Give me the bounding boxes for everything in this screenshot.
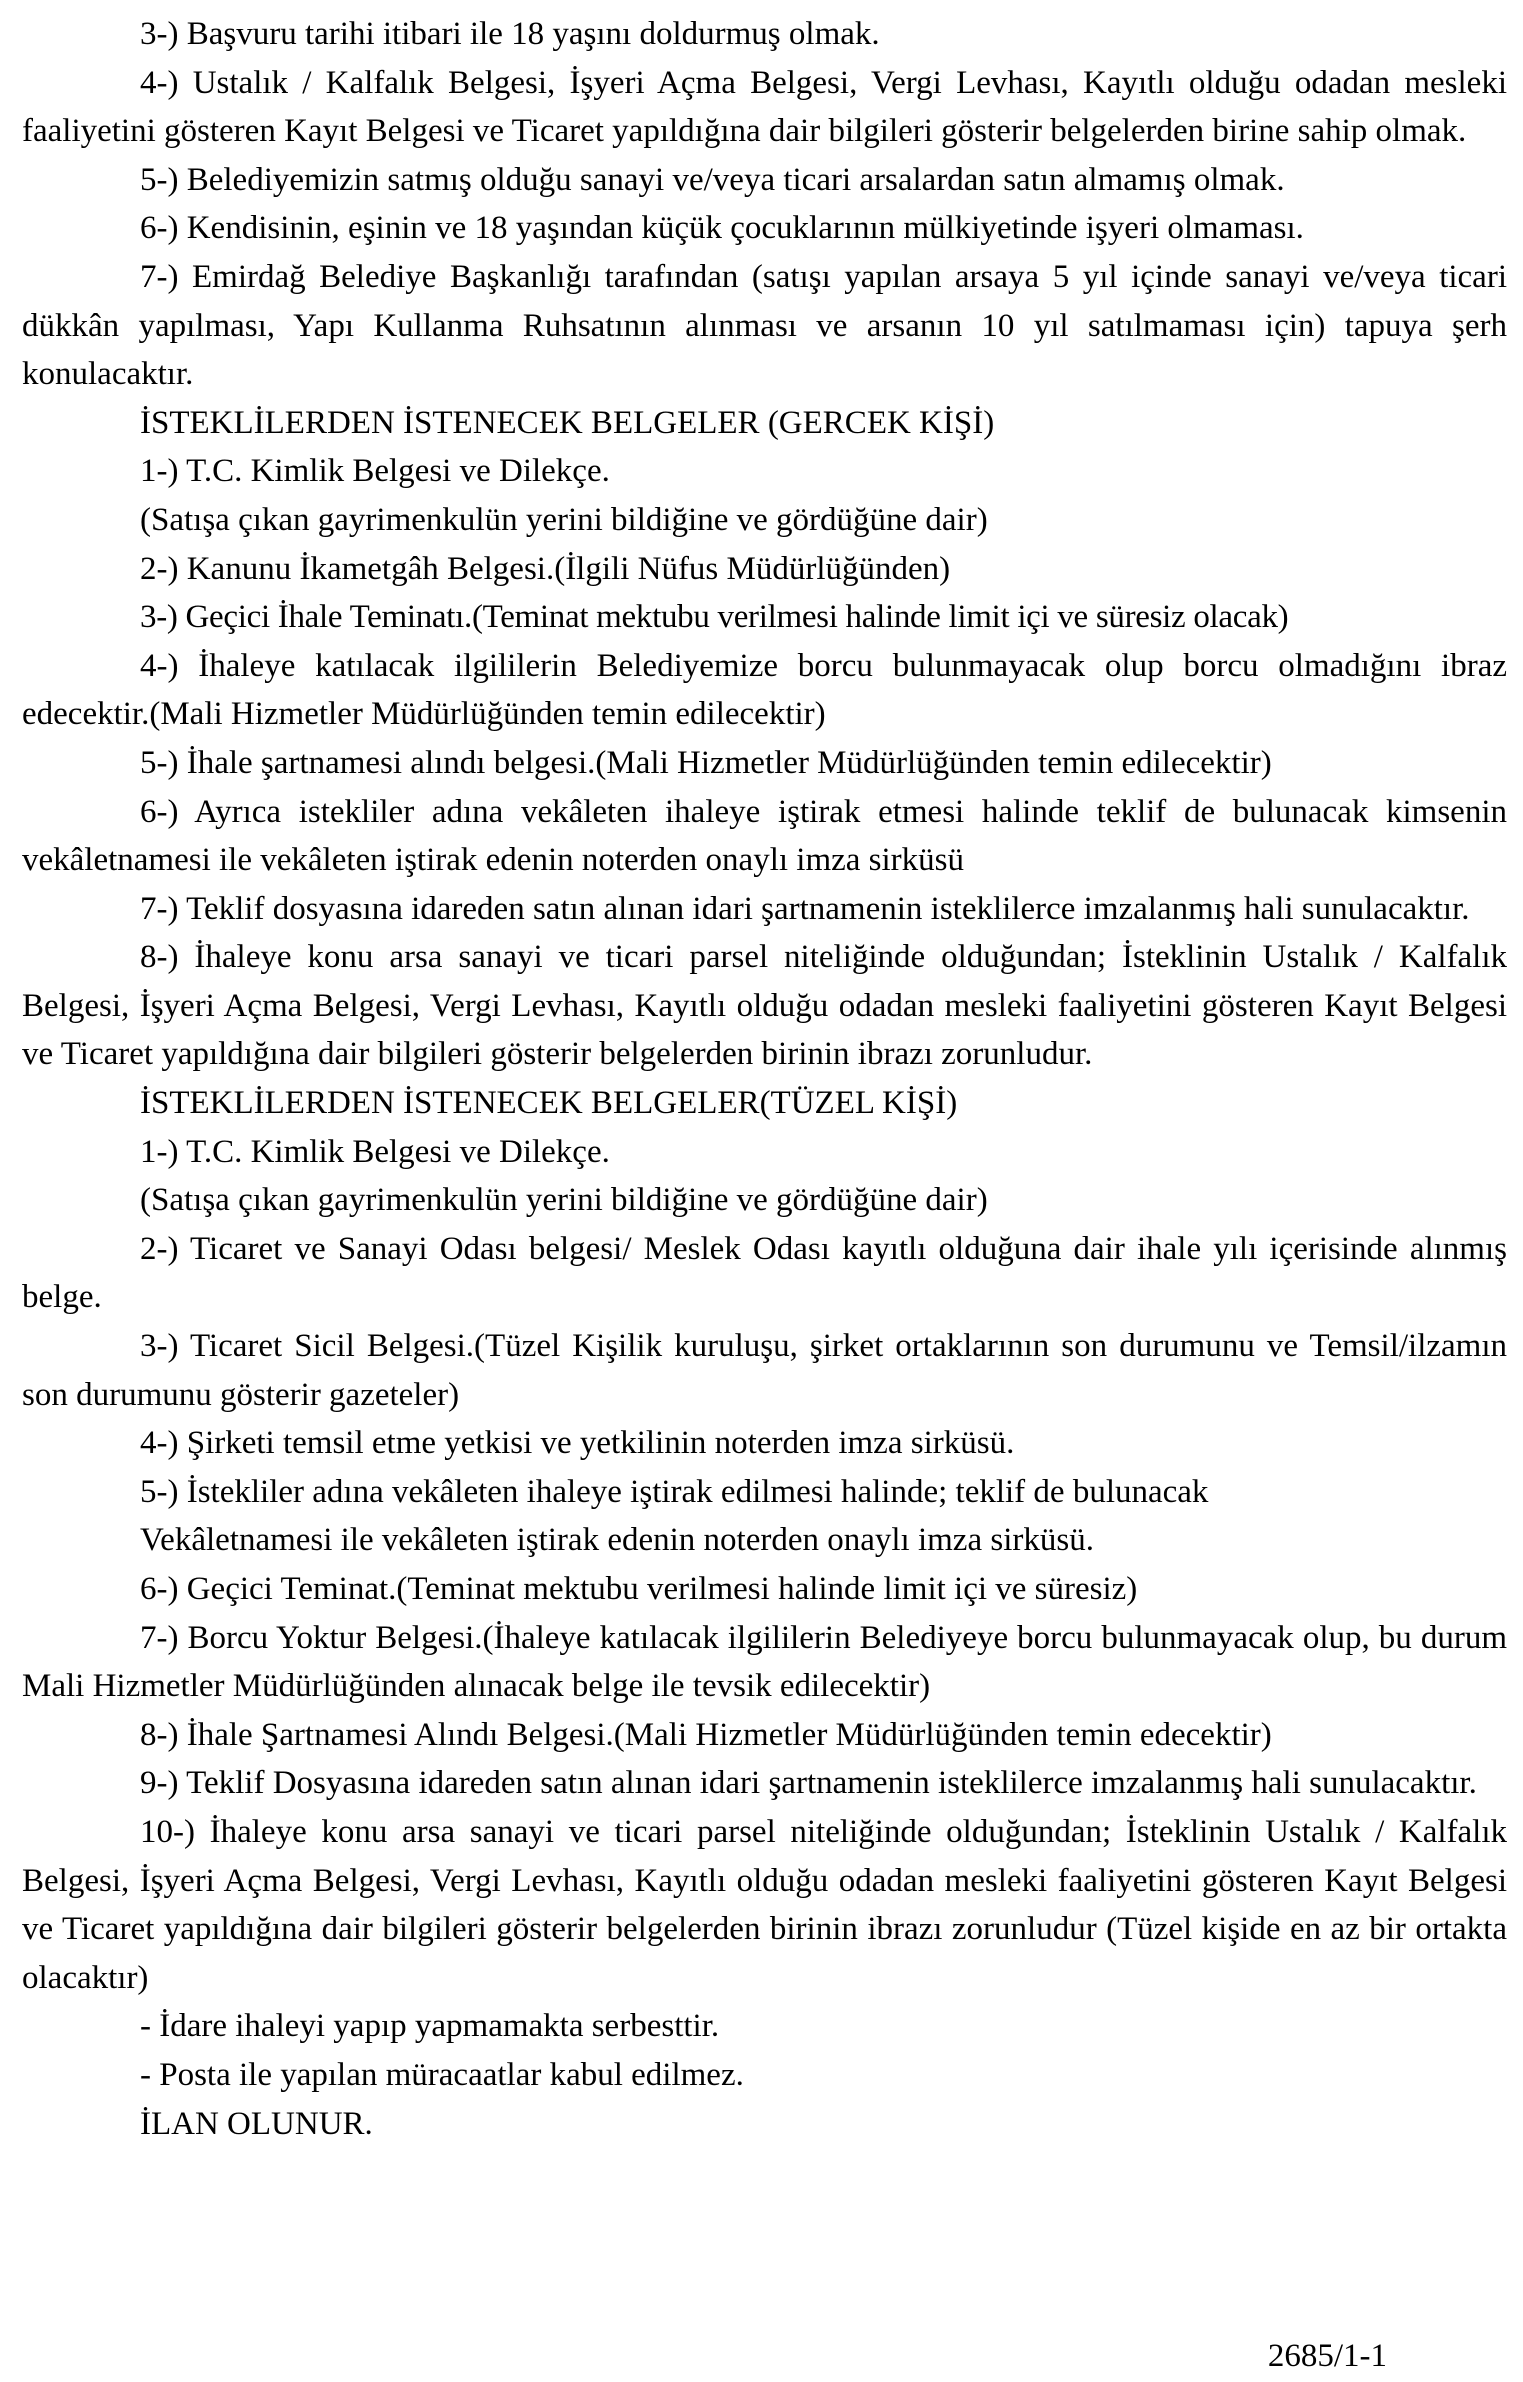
legal-entity-doc-4: 4-) Şirketi temsil etme yetkisi ve yetkilinin noterden imza sirküsü. [140, 1425, 1015, 1462]
real-person-doc-7: 7-) Teklif dosyasına idareden satın alınan idari şartnamenin isteklilerce imzalanmış hali sunulacaktır. [140, 890, 1470, 927]
footer-reference-code: 2685/1-1 [1267, 2338, 1387, 2374]
legal-entity-doc-5: 5-) İstekliler adına vekâleten ihaleye iştirak edilmesi halinde; teklif de bulunacak [140, 1473, 1209, 1510]
legal-entity-doc-10: 10-) İhaleye konu arsa sanayi ve ticari parsel niteliğinde olduğundan; İsteklinin Ustalık / Kalfalık Belgesi, İşyeri Açma Belgesi, Vergi Levhası, Kayıtlı olduğu odadan mesleki faaliyetini gösteren Kayıt Belgesi ve Ticaret yapıldığına dair bilgileri gösterir belgelerden birinin ibrazı zorunludur (Tüzel kişide en az bir ortakta olacaktır) [22, 1813, 1507, 1996]
paragraph-item-7: 7-) Emirdağ Belediye Başkanlığı tarafından (satışı yapılan arsaya 5 yıl içinde sanayi ve/veya ticari dükkân yapılması, Yapı Kullanma Ruhsatının alınması ve arsanın 10 yıl satılmaması için) tapuya şerh konulacaktır. [22, 258, 1507, 393]
real-person-doc-2: 2-) Kanunu İkametgâh Belgesi.(İlgili Nüfus Müdürlüğünden) [140, 550, 951, 587]
paragraph-item-3: 3-) Başvuru tarihi itibari ile 18 yaşını doldurmuş olmak. [140, 16, 880, 52]
paragraph-item-4: 4-) Ustalık / Kalfalık Belgesi, İşyeri Açma Belgesi, Vergi Levhası, Kayıtlı olduğu odadan mesleki faaliyetini gösteren Kayıt Belgesi ve Ticaret yapıldığına dair bilgileri gösterir belgelerden birine sahip olmak. [22, 64, 1507, 150]
legal-entity-doc-9: 9-) Teklif Dosyasına idareden satın alınan idari şartnamenin isteklilerce imzalanmış hali sunulacaktır. [140, 1765, 1477, 1802]
legal-entity-doc-2: 2-) Ticaret ve Sanayi Odası belgesi/ Meslek Odası kayıtlı olduğuna dair ihale yılı içerisinde alınmış belge. [22, 1230, 1507, 1316]
real-person-doc-4: 4-) İhaleye katılacak ilgililerin Belediyemize borcu bulunmayacak olup borcu olmadığını ibraz edecektir.(Mali Hizmetler Müdürlüğünden temin edilecektir) [22, 647, 1507, 733]
paragraph-item-5: 5-) Belediyemizin satmış olduğu sanayi ve/veya ticari arsalardan satın almamış olmak. [140, 161, 1285, 198]
real-person-doc-1-note: (Satışa çıkan gayrimenkulün yerini bildiğine ve gördüğüne dair) [140, 501, 988, 538]
legal-entity-doc-1-note: (Satışa çıkan gayrimenkulün yerini bildiğine ve gördüğüne dair) [140, 1182, 988, 1219]
section-heading-real-person: İSTEKLİLERDEN İSTENECEK BELGELER (GERCEK KİŞİ) [140, 404, 995, 441]
legal-entity-doc-6: 6-) Geçici Teminat.(Teminat mektubu verilmesi halinde limit içi ve süresiz) [140, 1571, 1138, 1607]
legal-entity-doc-5-cont: Vekâletnamesi ile vekâleten iştirak edenin noterden onaylı imza sirküsü. [140, 1522, 1094, 1559]
note-right-reserved: - İdare ihaleyi yapıp yapmamakta serbesttir. [140, 2008, 720, 2045]
legal-entity-doc-7: 7-) Borcu Yoktur Belgesi.(İhaleye katılacak ilgililerin Belediyeye borcu bulunmayacak olup, bu durum Mali Hizmetler Müdürlüğünden alınacak belge ile tevsik edilecektir) [22, 1619, 1507, 1705]
legal-entity-doc-8: 8-) İhale Şartnamesi Alındı Belgesi.(Mali Hizmetler Müdürlüğünden temin edecektir) [140, 1716, 1272, 1753]
section-heading-legal-entity: İSTEKLİLERDEN İSTENECEK BELGELER(TÜZEL KİŞİ) [140, 1085, 958, 1122]
real-person-doc-6: 6-) Ayrıca istekliler adına vekâleten ihaleye iştirak etmesi halinde teklif de bulunacak kimsenin vekâletnamesi ile vekâleten iştirak edenin noterden onaylı imza sirküsü [22, 793, 1507, 879]
legal-entity-doc-1: 1-) T.C. Kimlik Belgesi ve Dilekçe. [140, 1133, 610, 1170]
legal-entity-doc-3: 3-) Ticaret Sicil Belgesi.(Tüzel Kişilik kuruluşu, şirket ortaklarının son durumunu ve Temsil/ilzamın son durumunu gösterir gazeteler) [22, 1328, 1507, 1413]
real-person-doc-8: 8-) İhaleye konu arsa sanayi ve ticari parsel niteliğinde olduğundan; İsteklinin Ustalık / Kalfalık Belgesi, İşyeri Açma Belgesi, Vergi Levhası, Kayıtlı olduğu odadan mesleki faaliyetini gösteren Kayıt Belgesi ve Ticaret yapıldığına dair bilgileri gösterir belgelerden birinin ibrazı zorunludur. [22, 939, 1507, 1073]
paragraph-item-6: 6-) Kendisinin, eşinin ve 18 yaşından küçük çocuklarının mülkiyetinde işyeri olmaması. [140, 210, 1304, 247]
real-person-doc-3: 3-) Geçici İhale Teminatı.(Teminat mektubu verilmesi halinde limit içi ve süresiz olacak) [140, 599, 1289, 636]
real-person-doc-1: 1-) T.C. Kimlik Belgesi ve Dilekçe. [140, 453, 610, 490]
real-person-doc-5: 5-) İhale şartnamesi alındı belgesi.(Mali Hizmetler Müdürlüğünden temin edilecektir) [140, 744, 1272, 781]
document-body [22, 10, 1507, 2148]
announcement-closing: İLAN OLUNUR. [140, 2105, 373, 2142]
note-post-not-accepted: - Posta ile yapılan müracaatlar kabul edilmez. [140, 2056, 744, 2093]
